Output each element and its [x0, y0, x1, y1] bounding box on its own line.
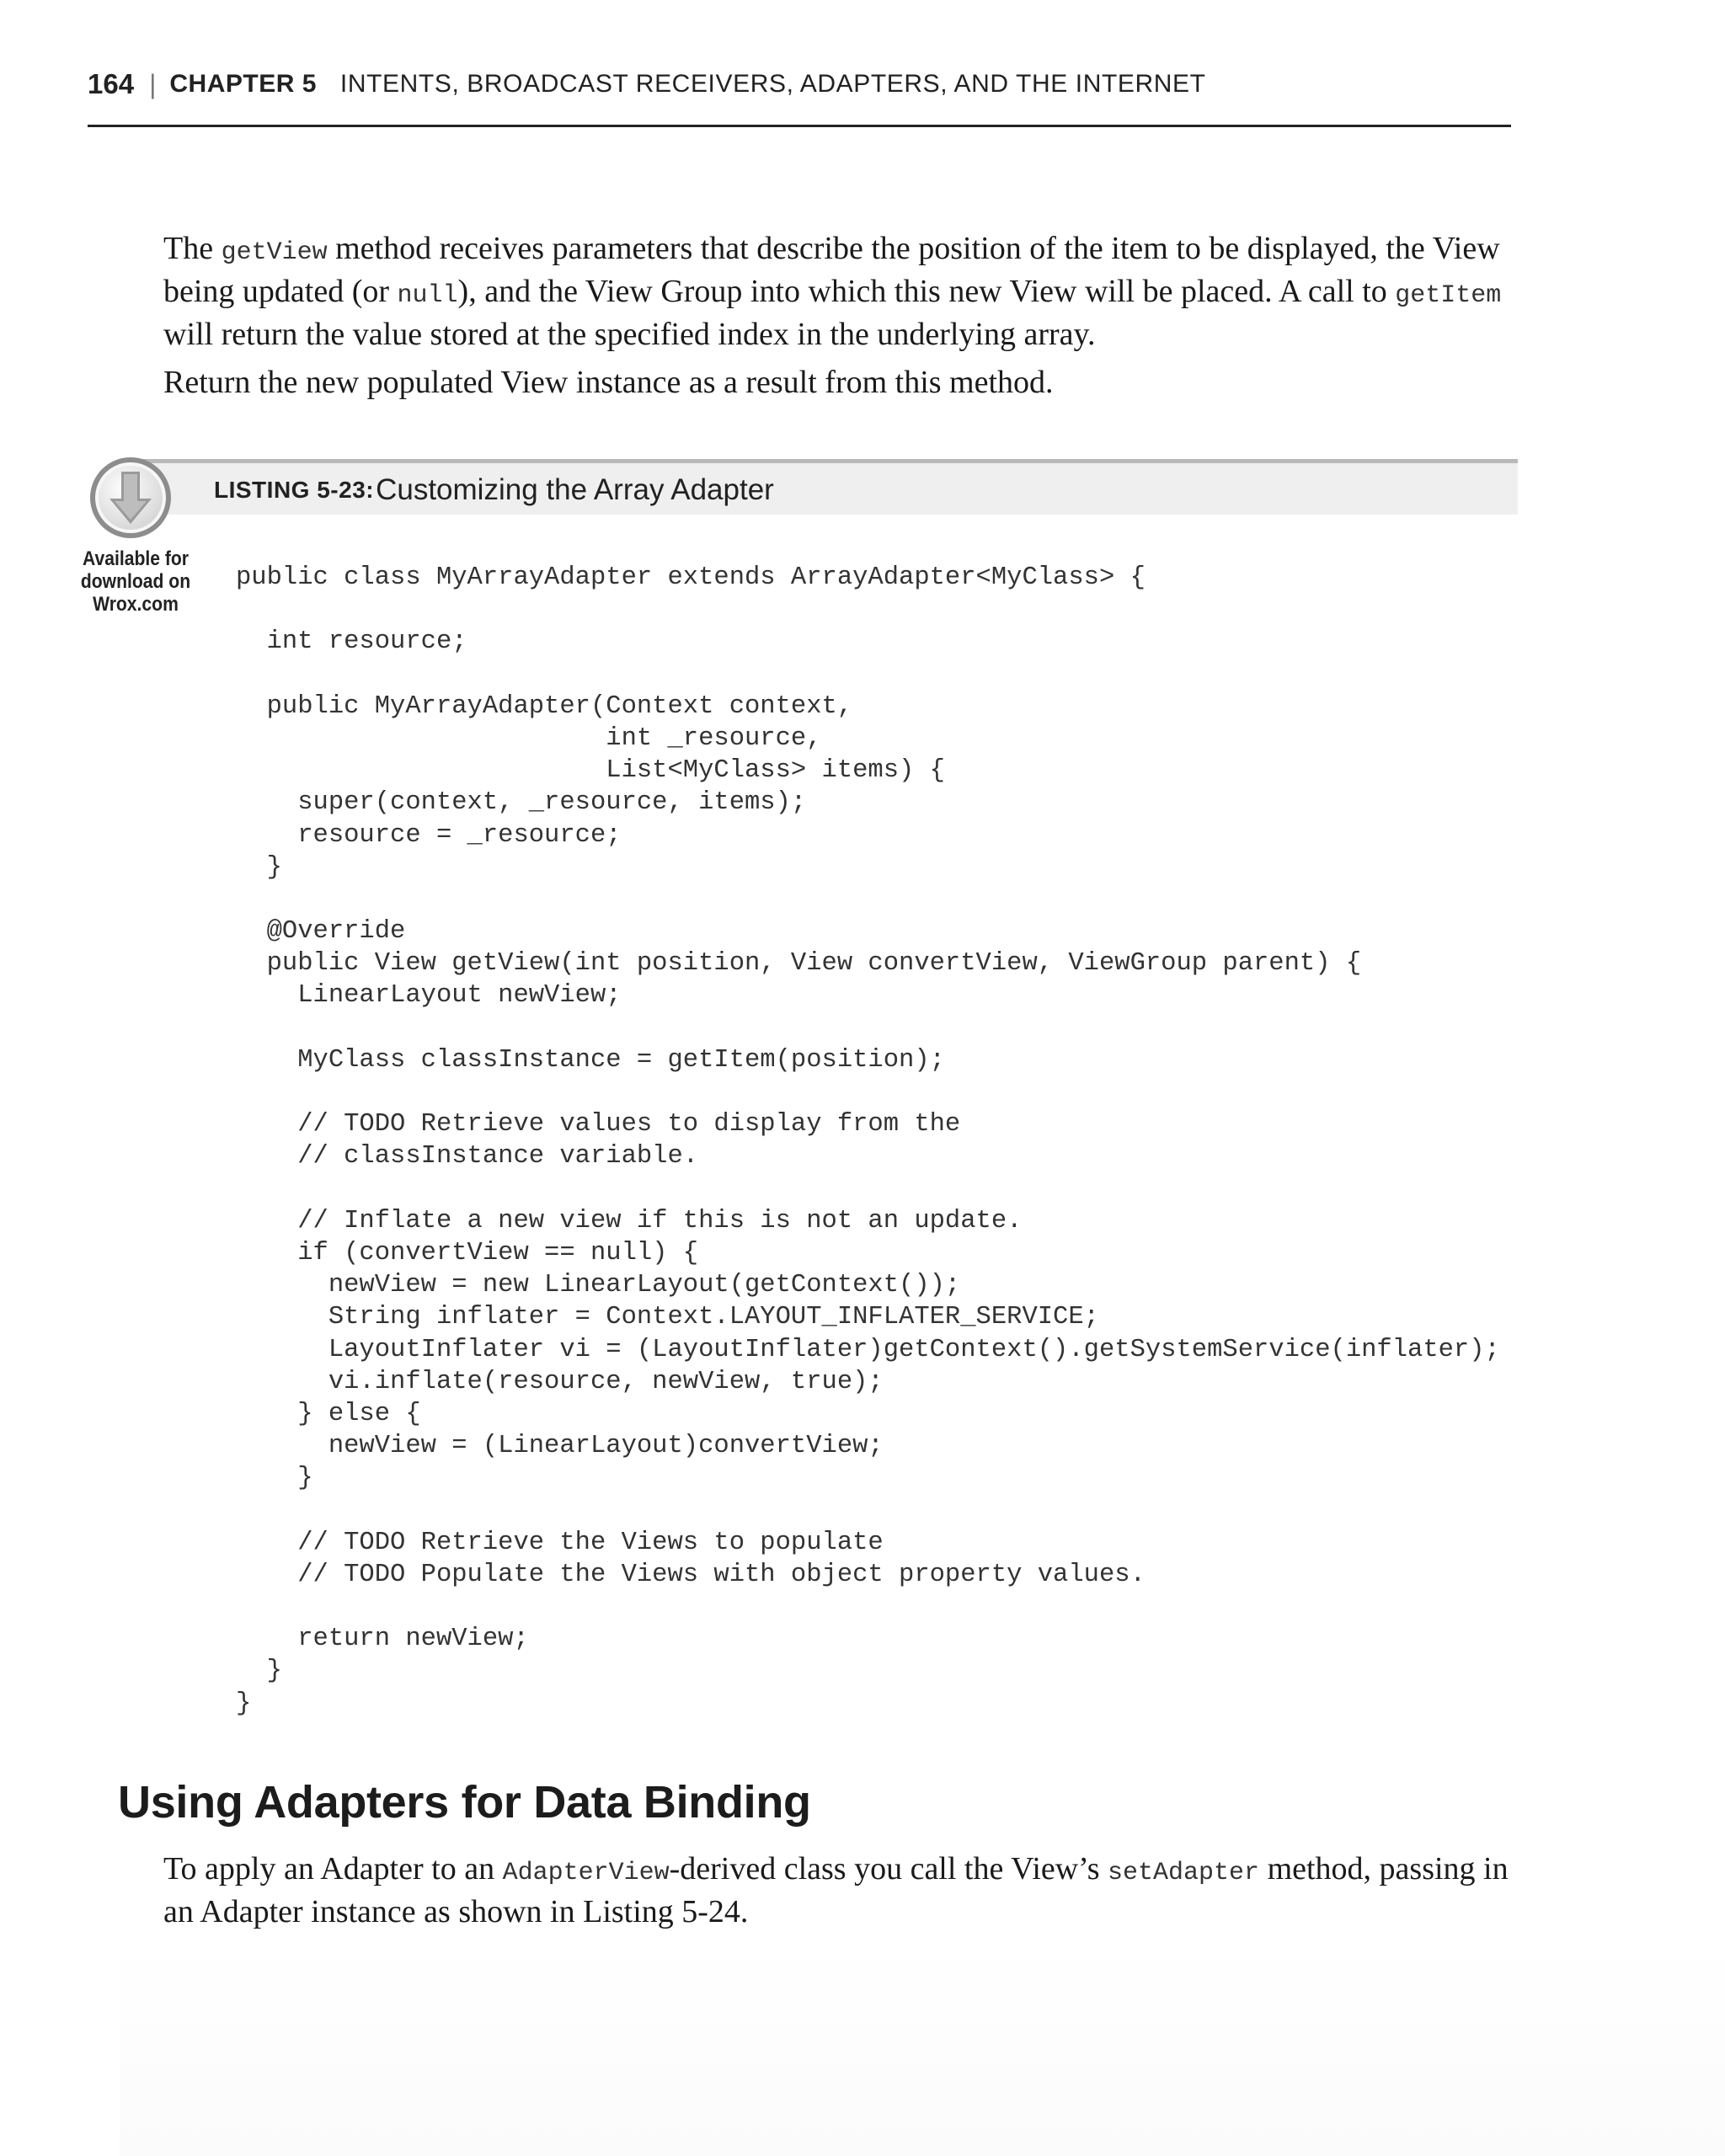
code-line: } — [236, 1689, 252, 1718]
running-header — [88, 66, 1511, 103]
code-line: super(context, _resource, items); — [236, 788, 807, 818]
inline-code-getitem: getItem — [1395, 281, 1502, 310]
listing-title — [214, 470, 774, 510]
download-note — [74, 547, 197, 616]
text-run: method, passing in an Adapter instance as shown in Listing 5-24. — [163, 1851, 1509, 1929]
chapter-label: CHAPTER 5 — [169, 70, 317, 98]
listing-label: LISTING 5-23: — [214, 477, 375, 503]
code-line: newView = (LinearLayout)convertView; — [236, 1432, 884, 1461]
intro-paragraph-getview — [163, 229, 1511, 354]
code-line: LinearLayout newView; — [236, 981, 622, 1011]
code-line: List<MyClass> items) { — [236, 756, 945, 786]
code-line: LayoutInflater vi = (LayoutInflater)getContext().getSystemService(inflater); — [236, 1335, 1500, 1364]
section-paragraph — [163, 1849, 1511, 1931]
code-line — [236, 1591, 1516, 1623]
text-run: will return the value stored at the specified index in the underlying array. — [163, 317, 1096, 352]
code-line: } else { — [236, 1399, 421, 1428]
inline-code-null: null — [397, 281, 458, 310]
code-line: // TODO Populate the Views with object property values. — [236, 1560, 1146, 1589]
code-line: } — [236, 1657, 282, 1686]
code-line: newView = new LinearLayout(getContext()); — [236, 1271, 961, 1300]
code-line: // TODO Retrieve the Views to populate — [236, 1528, 884, 1557]
code-line: } — [236, 1464, 313, 1493]
code-line: @Override — [236, 917, 406, 947]
download-note-line: Available for — [83, 547, 189, 570]
code-line: return newView; — [236, 1625, 529, 1654]
text-run: The — [163, 231, 222, 266]
code-line: String inflater = Context.LAYOUT_INFLATER_SERVICE; — [236, 1303, 1099, 1332]
section-heading: Using Adapters for Data Binding — [118, 1777, 811, 1828]
code-line: } — [236, 852, 282, 882]
inline-code-setadapter: setAdapter — [1108, 1859, 1260, 1887]
inline-code-getview: getView — [221, 238, 328, 267]
download-icon — [88, 455, 174, 541]
code-line: public View getView(int position, View convertView, ViewGroup parent) { — [236, 949, 1362, 979]
code-line: // TODO Retrieve values to display from the — [236, 1110, 961, 1139]
code-line: public class MyArrayAdapter extends ArrayAdapter<MyClass> { — [236, 563, 1146, 592]
code-line — [236, 659, 1516, 691]
header-separator: | — [149, 68, 157, 99]
code-line: MyClass classInstance = getItem(position); — [236, 1045, 945, 1075]
download-note-line: Wrox.com — [93, 593, 179, 616]
code-line — [236, 1076, 1516, 1108]
page-number: 164 — [88, 68, 135, 99]
download-note-line: download on — [80, 570, 191, 593]
text-run: ), and the View Group into which this new View will be placed. A call to — [457, 274, 1396, 309]
code-line — [236, 1173, 1516, 1205]
text-run: To apply an Adapter to an — [163, 1851, 503, 1886]
code-line: // Inflate a new view if this is not an update. — [236, 1206, 1023, 1235]
code-line — [236, 883, 1516, 915]
code-line — [236, 1012, 1516, 1044]
code-listing — [236, 562, 1516, 1720]
listing-caption: Customizing the Array Adapter — [376, 473, 774, 506]
chapter-title: INTENTS, BROADCAST RECEIVERS, ADAPTERS, AND THE INTERNET — [339, 70, 1206, 98]
code-line — [236, 1494, 1516, 1526]
page-shade — [120, 1937, 1725, 2156]
code-line: int resource; — [236, 627, 467, 657]
text-run: method receives parameters that describe the position of the item to be displayed, the View being updated (or — [163, 231, 1500, 309]
code-line: int _resource, — [236, 723, 822, 753]
header-rule — [88, 125, 1511, 127]
intro-paragraph-return: Return the new populated View instance as a result from this method. — [163, 365, 1054, 400]
code-line: vi.inflate(resource, newView, true); — [236, 1367, 884, 1396]
text-run: -derived class you call the View’s — [669, 1851, 1108, 1886]
code-line: // classInstance variable. — [236, 1142, 699, 1171]
code-line: resource = _resource; — [236, 820, 622, 850]
code-line: public MyArrayAdapter(Context context, — [236, 691, 853, 721]
inline-code-adapterview: AdapterView — [502, 1859, 670, 1887]
code-line — [236, 594, 1516, 626]
code-line: if (convertView == null) { — [236, 1238, 699, 1267]
